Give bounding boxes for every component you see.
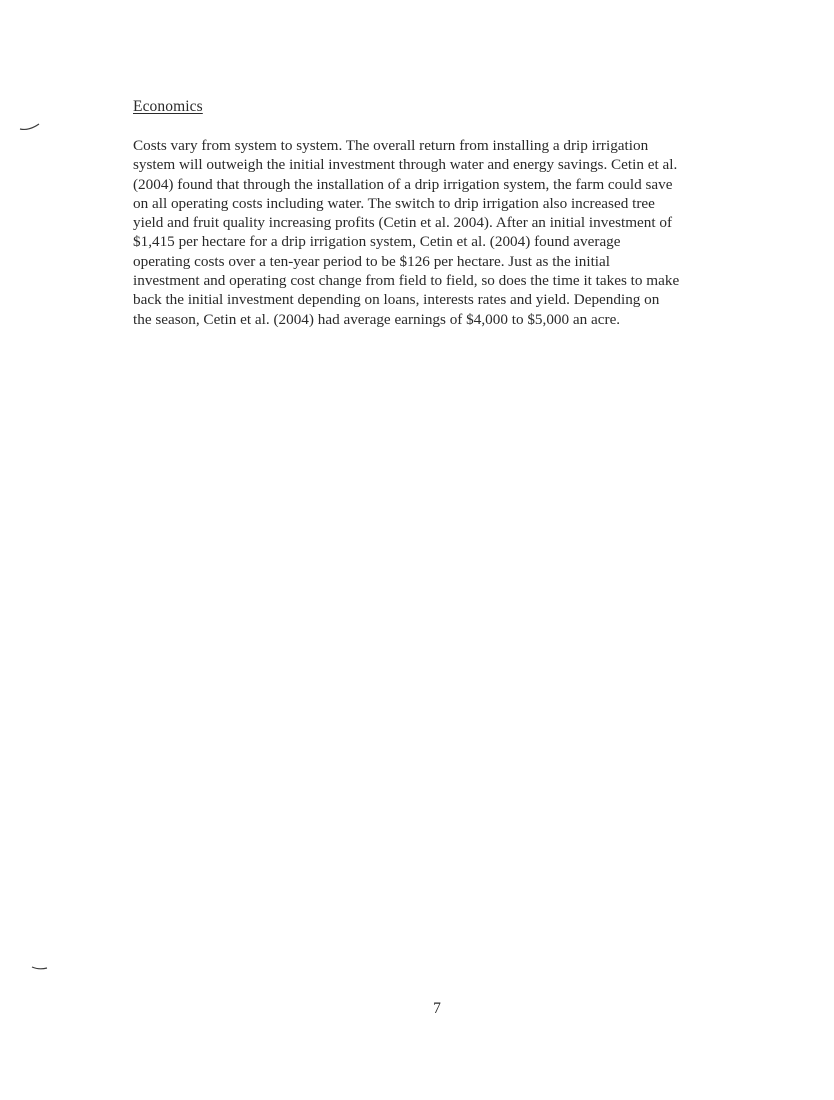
section-paragraph — [133, 136, 753, 329]
paragraph-line: yield and fruit quality increasing profits (Cetin et al. 2004). After an initial investment of — [133, 214, 673, 232]
paragraph-line: investment and operating cost change from field to field, so does the time it takes to make — [133, 272, 680, 290]
paragraph-line: the season, Cetin et al. (2004) had average earnings of $4,000 to $5,000 an acre. — [133, 310, 621, 328]
paragraph-line: (2004) found that through the installation of a drip irrigation system, the farm could save — [133, 175, 673, 193]
section-heading: Economics — [133, 98, 203, 115]
page-number: 7 — [433, 1000, 441, 1017]
paragraph-line: Costs vary from system to system. The overall return from installing a drip irrigation — [133, 137, 649, 154]
scan-mark-bottom — [31, 964, 49, 972]
paragraph-line: operating costs over a ten-year period to be $126 per hectare. Just as the initial — [133, 252, 610, 270]
scan-mark-top — [19, 122, 41, 132]
paragraph-line: on all operating costs including water. The switch to drip irrigation also increased tree — [133, 194, 655, 212]
paragraph-line: $1,415 per hectare for a drip irrigation system, Cetin et al. (2004) found average — [133, 233, 621, 251]
paragraph-line: back the initial investment depending on loans, interests rates and yield. Depending on — [133, 291, 660, 309]
paragraph-line: system will outweigh the initial investment through water and energy savings. Cetin et al. — [133, 156, 678, 174]
